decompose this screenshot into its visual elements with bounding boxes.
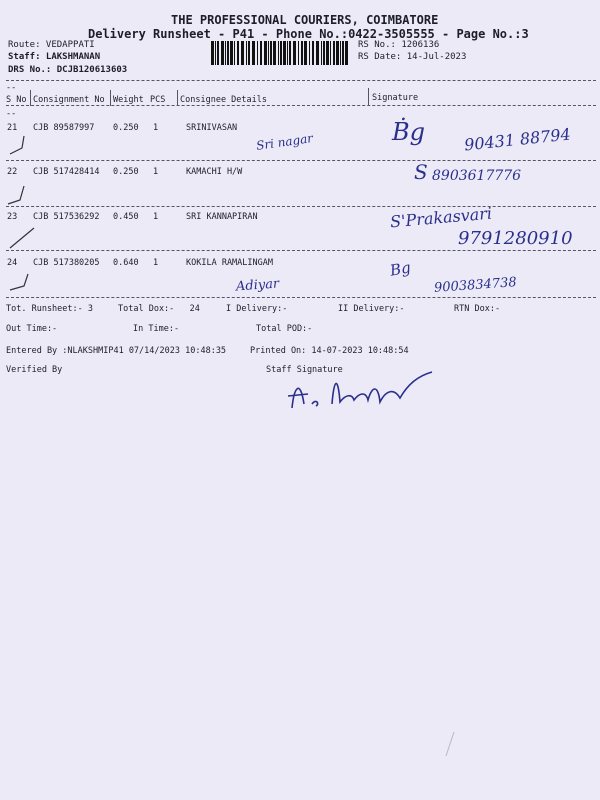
signature-number: 90431 88794 bbox=[463, 124, 572, 155]
col-divider bbox=[110, 90, 111, 106]
row-pcs: 1 bbox=[153, 123, 159, 133]
row-pcs: 1 bbox=[153, 212, 159, 222]
row-consignee: KAMACHI H/W bbox=[186, 167, 243, 177]
divider bbox=[6, 297, 596, 298]
staff-signature-label: Staff Signature bbox=[266, 365, 343, 375]
col-header-signature: Signature bbox=[372, 93, 419, 103]
signature-number: 9003834738 bbox=[433, 275, 518, 296]
row-sno: 21 bbox=[7, 123, 18, 133]
scan-mark bbox=[440, 730, 460, 760]
barcode-image bbox=[211, 41, 351, 65]
staff-signature bbox=[282, 368, 442, 416]
i-delivery: I Delivery:- bbox=[226, 304, 288, 314]
row-consignment: CJB 517380205 bbox=[33, 258, 100, 268]
divider bbox=[6, 160, 596, 161]
signature-number: 8903617776 bbox=[432, 168, 522, 184]
in-time: In Time:- bbox=[133, 324, 180, 334]
signature-scribble: Ḃg bbox=[392, 118, 425, 146]
row-weight: 0.640 bbox=[113, 258, 139, 268]
row-consignment: CJB 517536292 bbox=[33, 212, 100, 222]
divider-mark: -- bbox=[6, 83, 17, 93]
ii-delivery: II Delivery:- bbox=[338, 304, 405, 314]
tick-marks bbox=[4, 120, 44, 300]
row-weight: 0.250 bbox=[113, 167, 139, 177]
row-consignment: CJB 89587997 bbox=[33, 123, 95, 133]
row-consignee: KOKILA RAMALINGAM bbox=[186, 258, 273, 268]
route-label: Route: VEDAPPATI bbox=[8, 40, 95, 50]
signature-number: 9791280910 bbox=[458, 228, 573, 249]
handwritten-note: Adiyar bbox=[235, 276, 280, 295]
total-runsheet: Tot. Runsheet:- 3 bbox=[6, 304, 93, 314]
col-divider bbox=[368, 88, 369, 106]
row-sno: 22 bbox=[7, 167, 18, 177]
divider bbox=[6, 206, 596, 207]
signature-scribble: S bbox=[414, 160, 428, 184]
row-weight: 0.450 bbox=[113, 212, 139, 222]
col-header-weight: Weight bbox=[113, 95, 144, 105]
col-divider bbox=[30, 90, 31, 106]
col-divider bbox=[177, 90, 178, 106]
signature-scribble: S'Prakasvari bbox=[389, 203, 493, 232]
signature-scribble: Bg bbox=[388, 258, 413, 280]
total-dox: Total Dox:- 24 bbox=[118, 304, 200, 314]
row-pcs: 1 bbox=[153, 258, 159, 268]
divider bbox=[6, 250, 596, 251]
handwritten-note: Sri nagar bbox=[255, 131, 314, 153]
row-weight: 0.250 bbox=[113, 123, 139, 133]
divider bbox=[6, 80, 596, 81]
col-header-pcs: PCS bbox=[150, 95, 166, 105]
rs-date: RS Date: 14-Jul-2023 bbox=[358, 52, 467, 62]
printed-on: Printed On: 14-07-2023 10:48:54 bbox=[250, 346, 409, 356]
staff-label: Staff: LAKSHMANAN bbox=[8, 52, 101, 62]
row-consignee: SRI KANNAPIRAN bbox=[186, 212, 258, 222]
col-header-consignee: Consignee Details bbox=[180, 95, 267, 105]
verified-by: Verified By bbox=[6, 365, 63, 375]
rtn-dox: RTN Dox:- bbox=[454, 304, 501, 314]
out-time: Out Time:- bbox=[6, 324, 58, 334]
runsheet-title: Delivery Runsheet - P41 - Phone No.:0422-3505555 - Page No.:3 bbox=[88, 27, 529, 41]
row-pcs: 1 bbox=[153, 167, 159, 177]
entered-by: Entered By :NLAKSHMIP41 07/14/2023 10:48:35 bbox=[6, 346, 227, 356]
row-consignee: SRINIVASAN bbox=[186, 123, 238, 133]
company-title: THE PROFESSIONAL COURIERS, COIMBATORE bbox=[171, 13, 439, 27]
total-pod: Total POD:- bbox=[256, 324, 313, 334]
row-sno: 24 bbox=[7, 258, 18, 268]
rs-number: RS No.: 1206136 bbox=[358, 40, 440, 50]
divider bbox=[6, 105, 596, 106]
col-header-sno: S No bbox=[6, 95, 27, 105]
row-sno: 23 bbox=[7, 212, 18, 222]
drs-number: DRS No.: DCJB120613603 bbox=[8, 65, 128, 75]
col-header-consignment: Consignment No bbox=[33, 95, 105, 105]
row-consignment: CJB 517428414 bbox=[33, 167, 100, 177]
divider-mark: -- bbox=[6, 109, 17, 119]
